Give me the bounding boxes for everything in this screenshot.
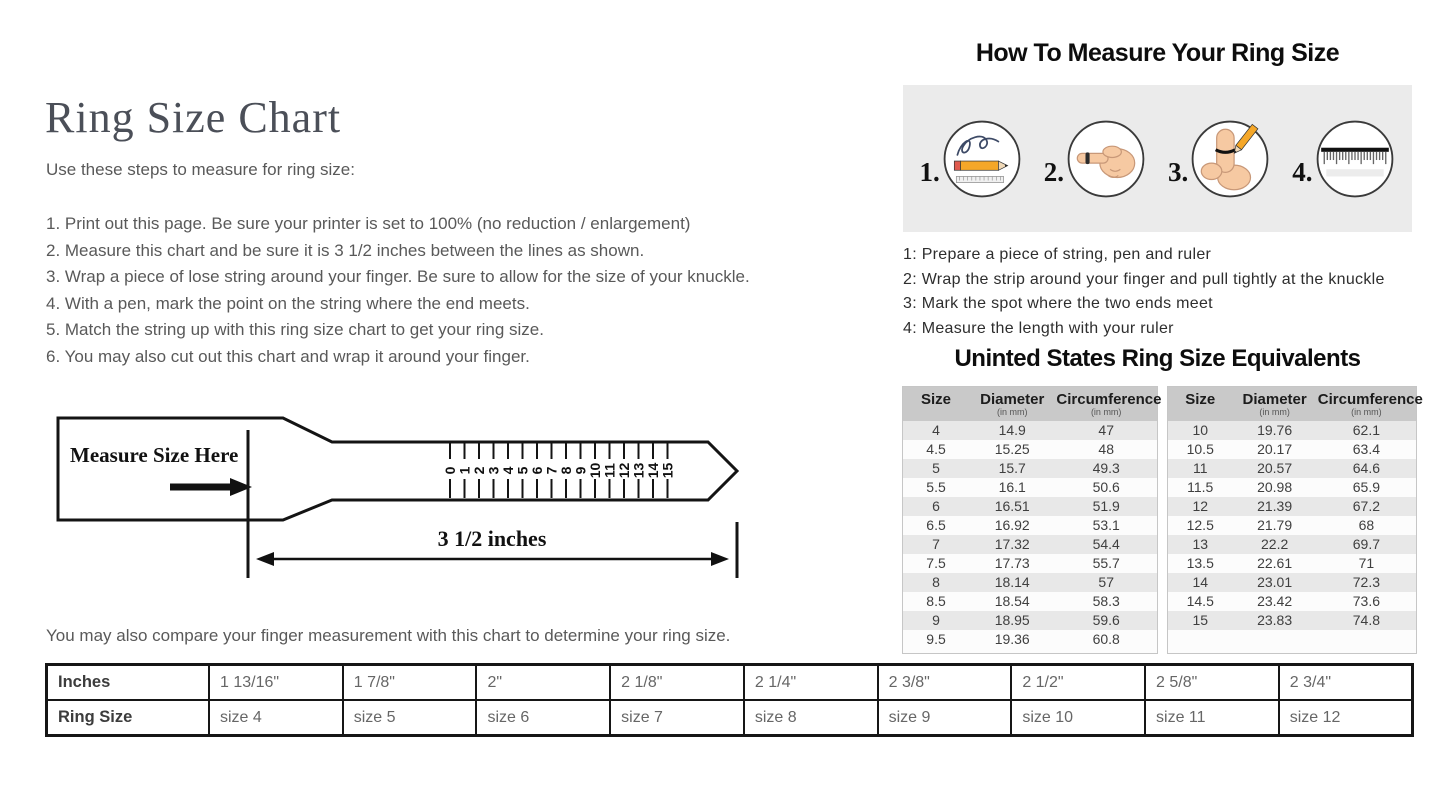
equiv-cell: 14.5 — [1168, 592, 1232, 611]
equiv-cell: 21.39 — [1232, 497, 1316, 516]
equiv-cell: 5.5 — [903, 478, 969, 497]
equiv-table-sizes-10-15 — [1167, 386, 1423, 654]
equiv-header-row — [903, 387, 1157, 421]
equiv-row — [903, 554, 1157, 573]
equiv-cell: 18.95 — [969, 611, 1055, 630]
conversion-value-cell: 2" — [476, 665, 610, 701]
compare-note: You may also compare your finger measurement with this chart to determine your ring size. — [46, 626, 731, 645]
equiv-row — [903, 592, 1157, 611]
equiv-cell: 48 — [1055, 440, 1157, 459]
equiv-row — [1168, 497, 1416, 516]
equiv-row — [1168, 592, 1416, 611]
equiv-cell: 11.5 — [1168, 478, 1232, 497]
conversion-value-cell: size 7 — [610, 700, 744, 736]
conversion-value-cell: size 5 — [343, 700, 477, 736]
howto-step: 2: Wrap the strip around your finger and pull tightly at the knuckle — [903, 270, 1385, 288]
diameter-column-header: Diameter (in mm) — [1232, 387, 1316, 421]
howto-step: 1: Prepare a piece of string, pen and ruler — [903, 246, 1212, 263]
size-tick-number: 5 — [514, 466, 531, 475]
ring-size-row-header: Ring Size — [47, 700, 210, 736]
equiv-cell: 7 — [903, 535, 969, 554]
equiv-cell: 22.61 — [1232, 554, 1316, 573]
conversion-value-cell: size 10 — [1011, 700, 1145, 736]
equiv-cell: 23.42 — [1232, 592, 1316, 611]
equiv-row — [903, 478, 1157, 497]
intro-text: Use these steps to measure for ring size: — [46, 160, 355, 179]
equiv-cell: 54.4 — [1055, 535, 1157, 554]
size-tick-number: 11 — [601, 463, 618, 478]
conversion-value-cell: 2 3/4" — [1279, 665, 1413, 701]
conversion-value-cell: size 9 — [878, 700, 1012, 736]
equiv-cell: 20.57 — [1232, 459, 1316, 478]
measure-size-here-label: Measure Size Here — [70, 443, 239, 467]
equiv-cell: 15.25 — [969, 440, 1055, 459]
conversion-value-cell: size 11 — [1145, 700, 1279, 736]
equiv-cell: 9 — [903, 611, 969, 630]
equiv-cell: 60.8 — [1055, 630, 1157, 649]
inches-row-header: Inches — [47, 665, 210, 701]
equiv-cell: 10 — [1168, 421, 1232, 440]
equiv-cell: 17.32 — [969, 535, 1055, 554]
equiv-cell: 6.5 — [903, 516, 969, 535]
conversion-value-cell: 2 3/8" — [878, 665, 1012, 701]
equiv-cell: 4 — [903, 421, 969, 440]
diameter-column-header: Diameter (in mm) — [969, 387, 1055, 421]
equiv-cell: 7.5 — [903, 554, 969, 573]
equiv-row — [1168, 421, 1416, 440]
inches-to-size-table — [45, 663, 1414, 737]
howto-illustration-box — [903, 85, 1412, 232]
equiv-filler-row — [1168, 630, 1416, 653]
equiv-cell: 14.9 — [969, 421, 1055, 440]
equiv-cell: 49.3 — [1055, 459, 1157, 478]
size-tick-number: 13 — [630, 462, 647, 479]
equiv-cell: 4.5 — [903, 440, 969, 459]
size-tick-number: 12 — [616, 462, 632, 479]
equiv-cell: 6 — [903, 497, 969, 516]
equivalents-tables — [902, 386, 1423, 654]
equiv-cell: 63.4 — [1317, 440, 1416, 459]
equiv-cell: 12 — [1168, 497, 1232, 516]
measure-step: 3. Wrap a piece of lose string around your finger. Be sure to allow for the size of your knuckle. — [46, 267, 750, 286]
size-tick-number: 8 — [558, 466, 574, 475]
ring-size-row — [47, 700, 1413, 736]
equiv-row — [1168, 459, 1416, 478]
equiv-cell: 73.6 — [1317, 592, 1416, 611]
size-column-header: Size — [903, 387, 969, 421]
conversion-value-cell: 2 5/8" — [1145, 665, 1279, 701]
size-tick-number: 2 — [471, 466, 487, 475]
equiv-row — [903, 535, 1157, 554]
conversion-value-cell: 2 1/2" — [1011, 665, 1145, 701]
equiv-row — [1168, 516, 1416, 535]
equiv-cell: 18.14 — [969, 573, 1055, 592]
howto-item-1 — [920, 118, 1023, 200]
size-tick-number: 7 — [543, 466, 560, 475]
howto-step-number: 2. — [1043, 156, 1064, 187]
equiv-row — [1168, 554, 1416, 573]
equiv-cell: 65.9 — [1317, 478, 1416, 497]
measure-step: 1. Print out this page. Be sure your printer is set to 100% (no reduction / enlargement) — [46, 214, 691, 233]
size-tick-number: 6 — [529, 466, 545, 475]
equiv-row — [903, 440, 1157, 459]
equiv-row — [1168, 478, 1416, 497]
howto-step-number: 3. — [1168, 156, 1189, 187]
equiv-cell: 13 — [1168, 535, 1232, 554]
equiv-cell: 62.1 — [1317, 421, 1416, 440]
equiv-cell: 74.8 — [1317, 611, 1416, 630]
equiv-row — [1168, 611, 1416, 630]
size-tick-number: 4 — [500, 466, 516, 475]
equiv-cell: 12.5 — [1168, 516, 1232, 535]
equiv-cell: 9.5 — [903, 630, 969, 649]
howto-steps-list — [903, 243, 1385, 341]
equiv-cell: 22.2 — [1232, 535, 1316, 554]
equiv-cell: 11 — [1168, 459, 1232, 478]
equiv-row — [903, 421, 1157, 440]
equiv-cell: 69.7 — [1317, 535, 1416, 554]
equiv-row — [1168, 573, 1416, 592]
hand-string-icon — [1065, 118, 1147, 200]
equiv-cell: 71 — [1317, 554, 1416, 573]
howto-step: 4: Measure the length with your ruler — [903, 319, 1174, 337]
measure-step: 5. Match the string up with this ring size chart to get your ring size. — [46, 320, 544, 339]
mark-knuckle-icon — [1189, 118, 1271, 200]
equiv-cell: 23.83 — [1232, 611, 1316, 630]
conversion-value-cell: size 8 — [744, 700, 878, 736]
equiv-header-row — [1168, 387, 1416, 421]
howto-item-4 — [1292, 118, 1395, 200]
howto-item-3 — [1168, 118, 1271, 200]
equiv-row — [1168, 440, 1416, 459]
measure-step: 2. Measure this chart and be sure it is 3 1/2 inches between the lines as shown. — [46, 240, 645, 260]
equiv-cell: 67.2 — [1317, 497, 1416, 516]
equiv-cell: 19.76 — [1232, 421, 1316, 440]
equiv-cell: 64.6 — [1317, 459, 1416, 478]
conversion-value-cell: 1 13/16" — [209, 665, 343, 701]
equiv-cell: 19.36 — [969, 630, 1055, 649]
equiv-cell: 20.17 — [1232, 440, 1316, 459]
equiv-cell: 16.92 — [969, 516, 1055, 535]
circumference-column-header: Circumference (in mm) — [1317, 387, 1416, 421]
page-title: Ring Size Chart — [45, 93, 342, 142]
equiv-cell: 21.79 — [1232, 516, 1316, 535]
equiv-cell: 8 — [903, 573, 969, 592]
size-tick-number: 3 — [485, 466, 502, 475]
ring-sizer-diagram — [40, 402, 800, 602]
conversion-value-cell: 2 1/4" — [744, 665, 878, 701]
measure-step: 6. You may also cut out this chart and wrap it around your finger. — [46, 346, 530, 366]
equiv-row — [903, 459, 1157, 478]
equiv-cell: 5 — [903, 459, 969, 478]
equiv-row — [903, 630, 1157, 649]
ruler-icon — [1314, 118, 1396, 200]
size-tick-number: 1 — [456, 466, 473, 475]
conversion-value-cell: 2 1/8" — [610, 665, 744, 701]
size-tick-number: 10 — [587, 462, 603, 479]
measure-step: 4. With a pen, mark the point on the string where the end meets. — [46, 293, 530, 313]
size-tick-number: 15 — [659, 462, 676, 479]
size-tick-number: 9 — [572, 466, 589, 475]
equiv-cell: 20.98 — [1232, 478, 1316, 497]
equiv-row — [903, 516, 1157, 535]
equiv-cell: 51.9 — [1055, 497, 1157, 516]
string-pen-ruler-icon — [941, 118, 1023, 200]
equiv-cell: 68 — [1317, 516, 1416, 535]
equiv-row — [903, 497, 1157, 516]
equiv-cell: 57 — [1055, 573, 1157, 592]
inches-row — [47, 665, 1413, 701]
equiv-cell: 18.54 — [969, 592, 1055, 611]
conversion-value-cell: size 4 — [209, 700, 343, 736]
equiv-cell: 58.3 — [1055, 592, 1157, 611]
equiv-cell: 53.1 — [1055, 516, 1157, 535]
equiv-cell: 16.51 — [969, 497, 1055, 516]
conversion-value-cell: size 6 — [476, 700, 610, 736]
equiv-row — [1168, 535, 1416, 554]
equiv-row — [903, 611, 1157, 630]
measure-steps-list — [46, 211, 750, 370]
equiv-cell: 47 — [1055, 421, 1157, 440]
equiv-cell: 55.7 — [1055, 554, 1157, 573]
howto-step-number: 4. — [1292, 156, 1313, 187]
equiv-row — [903, 573, 1157, 592]
equiv-cell: 17.73 — [969, 554, 1055, 573]
dimension-label: 3 1/2 inches — [437, 526, 547, 551]
howto-item-2 — [1044, 118, 1147, 200]
conversion-value-cell: 1 7/8" — [343, 665, 477, 701]
equiv-cell: 50.6 — [1055, 478, 1157, 497]
equiv-table-sizes-4-9 — [902, 386, 1162, 654]
equivalents-title: Uninted States Ring Size Equivalents — [954, 345, 1361, 372]
size-column-header: Size — [1168, 387, 1232, 421]
size-tick-number: 0 — [442, 466, 458, 475]
equiv-cell: 23.01 — [1232, 573, 1316, 592]
dimension-arrow-icon — [256, 552, 729, 566]
circumference-column-header: Circumference (in mm) — [1055, 387, 1157, 421]
equiv-cell: 14 — [1168, 573, 1232, 592]
howto-step: 3: Mark the spot where the two ends meet — [903, 295, 1213, 312]
equiv-cell: 15 — [1168, 611, 1232, 630]
equiv-cell: 59.6 — [1055, 611, 1157, 630]
conversion-value-cell: size 12 — [1279, 700, 1413, 736]
size-tick-number: 14 — [645, 462, 661, 479]
equiv-cell: 8.5 — [903, 592, 969, 611]
equiv-cell: 13.5 — [1168, 554, 1232, 573]
equiv-cell: 10.5 — [1168, 440, 1232, 459]
equiv-cell: 15.7 — [969, 459, 1055, 478]
equiv-filler-row — [903, 649, 1157, 653]
equiv-cell: 16.1 — [969, 478, 1055, 497]
howto-step-number: 1. — [919, 156, 940, 187]
howto-title: How To Measure Your Ring Size — [975, 39, 1340, 67]
equiv-cell: 72.3 — [1317, 573, 1416, 592]
